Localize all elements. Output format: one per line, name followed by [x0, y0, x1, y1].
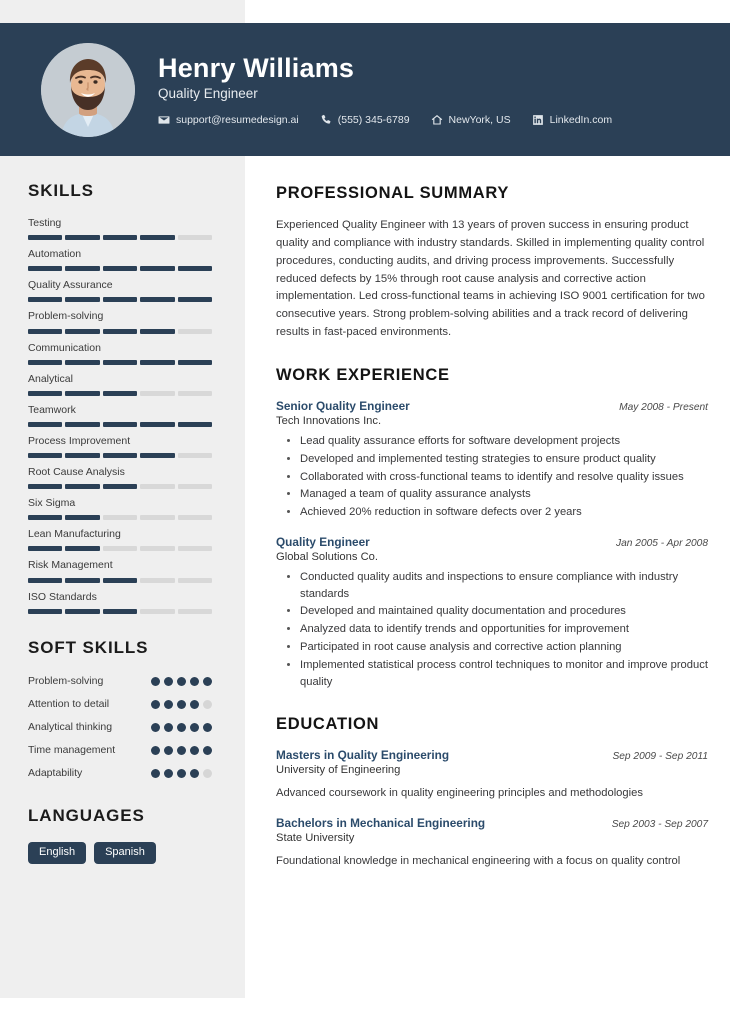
experience-bullet: • Lead quality assurance efforts for software development projects [300, 433, 708, 450]
skill-bar-segment [28, 484, 62, 489]
education-section [276, 715, 708, 870]
experience-bullet: • Conducted quality audits and inspections to ensure compliance with industry standards [300, 569, 708, 603]
skill-bar-segment [178, 453, 212, 458]
skill-bar-segment [65, 266, 99, 271]
skill-bar-segment [28, 578, 62, 583]
experience-job-title: Quality Engineer [276, 534, 370, 549]
skill-bar-segment [103, 266, 137, 271]
rating-dot [164, 723, 173, 732]
skill-bar-segment [140, 235, 174, 240]
skill-bar-segment [28, 266, 62, 271]
languages-list [28, 842, 212, 864]
experience-heading: WORK EXPERIENCE [276, 365, 450, 384]
rating-dot [190, 677, 199, 686]
skill-bar-segment [103, 360, 137, 365]
skill-bar-segment [28, 422, 62, 427]
phone-icon [320, 114, 332, 126]
education-list [276, 748, 708, 870]
skill-item [28, 342, 212, 365]
rating-dot [203, 677, 212, 686]
skill-bar-segment [103, 235, 137, 240]
skill-label: Automation [28, 248, 82, 261]
experience-bullet: • Collaborated with cross-functional teams to identify and resolve quality issues [300, 469, 708, 486]
soft-skill-item [28, 743, 212, 757]
skill-level-bar [28, 609, 212, 614]
rating-dot [151, 700, 160, 709]
experience-entry [276, 399, 708, 521]
experience-date-range: May 2008 - Present [619, 401, 708, 413]
skill-level-bar [28, 329, 212, 334]
skill-item [28, 248, 212, 271]
experience-list [276, 399, 708, 691]
skill-bar-segment [140, 422, 174, 427]
rating-dot [151, 769, 160, 778]
rating-dot [151, 677, 160, 686]
rating-dot [190, 769, 199, 778]
experience-bullet-list [276, 433, 708, 521]
experience-bullet-list [276, 569, 708, 691]
skill-level-bar [28, 235, 212, 240]
skill-level-bar [28, 422, 212, 427]
skill-bar-segment [65, 578, 99, 583]
experience-section [276, 366, 708, 691]
skill-bar-segment [140, 546, 174, 551]
languages-heading: LANGUAGES [28, 806, 145, 826]
experience-entry-header [276, 535, 708, 549]
rating-dot [164, 677, 173, 686]
skill-bar-segment [28, 453, 62, 458]
skill-bar-segment [28, 391, 62, 396]
experience-bullet: • Developed and implemented testing strategies to ensure product quality [300, 451, 708, 468]
contact-phone[interactable] [320, 114, 410, 126]
contact-list [158, 114, 612, 126]
skill-bar-segment [178, 266, 212, 271]
education-entry-header [276, 748, 708, 762]
skill-item [28, 591, 212, 614]
soft-skills-list [28, 674, 212, 781]
skill-bar-segment [103, 453, 137, 458]
skill-label: Root Cause Analysis [28, 466, 125, 478]
skill-item [28, 310, 212, 333]
skill-label: Problem-solving [28, 310, 104, 323]
skill-bar-segment [28, 609, 62, 614]
soft-skills-heading: SOFT SKILLS [28, 637, 149, 657]
skill-item [28, 373, 212, 396]
skill-bar-segment [140, 609, 174, 614]
skill-level-bar [28, 453, 212, 458]
skill-bar-segment [28, 360, 62, 365]
skill-item [28, 497, 212, 520]
skill-bar-segment [178, 422, 212, 427]
main-content [276, 156, 708, 870]
avatar [41, 43, 135, 137]
skill-label: Process Improvement [28, 434, 131, 447]
skill-item [28, 466, 212, 489]
experience-company: Tech Innovations Inc. [276, 414, 382, 427]
skill-item [28, 217, 212, 240]
soft-skill-rating [151, 720, 212, 732]
contact-linkedin-text: LinkedIn.com [549, 114, 613, 127]
skill-item [28, 435, 212, 458]
rating-dot [203, 746, 212, 755]
skill-item [28, 528, 212, 551]
skills-list [28, 217, 212, 614]
soft-skill-item [28, 720, 212, 734]
skill-bar-segment [140, 360, 174, 365]
rating-dot [151, 723, 160, 732]
skill-bar-segment [65, 391, 99, 396]
education-heading: EDUCATION [276, 715, 380, 734]
skill-bar-segment [103, 297, 137, 302]
skill-bar-segment [28, 515, 62, 520]
skill-bar-segment [140, 453, 174, 458]
experience-bullet: • Developed and maintained quality documentation and procedures [300, 603, 708, 620]
skill-bar-segment [65, 297, 99, 302]
skill-bar-segment [65, 453, 99, 458]
soft-skill-item [28, 697, 212, 711]
rating-dot [151, 746, 160, 755]
skill-bar-segment [103, 391, 137, 396]
skill-label: Quality Assurance [28, 279, 113, 292]
contact-linkedin[interactable] [532, 114, 612, 126]
skill-bar-segment [28, 546, 62, 551]
skill-bar-segment [65, 235, 99, 240]
education-school: University of Engineering [276, 764, 401, 777]
skill-bar-segment [65, 329, 99, 334]
skill-bar-segment [178, 360, 212, 365]
skill-bar-segment [178, 391, 212, 396]
rating-dot [164, 746, 173, 755]
education-description: Foundational knowledge in mechanical engineering with a focus on quality control [276, 855, 681, 868]
education-entry-header [276, 816, 708, 830]
skill-bar-segment [178, 484, 212, 489]
skill-bar-segment [28, 235, 62, 240]
education-description: Advanced coursework in quality engineering principles and methodologies [276, 787, 643, 800]
skill-item [28, 404, 212, 427]
rating-dot [203, 723, 212, 732]
resume-header [0, 23, 730, 156]
languages-section [28, 806, 212, 864]
soft-skill-rating [151, 766, 212, 778]
experience-entry-header [276, 399, 708, 413]
skill-bar-segment [28, 297, 62, 302]
education-entry [276, 748, 708, 802]
soft-skill-rating [151, 743, 212, 755]
education-entry [276, 816, 708, 870]
skill-bar-segment [140, 266, 174, 271]
skill-label: Teamwork [28, 403, 76, 416]
experience-bullet: • Managed a team of quality assurance analysts [300, 486, 708, 503]
rating-dot [177, 769, 186, 778]
experience-date-range: Jan 2005 - Apr 2008 [616, 537, 708, 549]
skill-bar-segment [65, 515, 99, 520]
skill-label: ISO Standards [28, 590, 97, 603]
soft-skill-item [28, 674, 212, 688]
education-school: State University [276, 832, 355, 845]
skill-bar-segment [103, 578, 137, 583]
skill-level-bar [28, 297, 212, 302]
skill-label: Analytical [28, 372, 73, 385]
skill-bar-segment [178, 329, 212, 334]
soft-skill-label: Attention to detail [28, 697, 110, 710]
soft-skill-rating [151, 674, 212, 686]
rating-dot [164, 769, 173, 778]
skill-item [28, 279, 212, 302]
soft-skill-label: Analytical thinking [28, 720, 113, 733]
rating-dot [203, 700, 212, 709]
skill-bar-segment [28, 329, 62, 334]
skill-bar-segment [65, 609, 99, 614]
summary-heading: PROFESSIONAL SUMMARY [276, 184, 510, 202]
skill-bar-segment [178, 546, 212, 551]
soft-skill-label: Problem-solving [28, 674, 104, 687]
skill-bar-segment [65, 546, 99, 551]
experience-job-title: Senior Quality Engineer [276, 398, 410, 413]
skill-bar-segment [103, 484, 137, 489]
envelope-icon [158, 114, 170, 126]
contact-location[interactable] [431, 114, 511, 126]
soft-skill-rating [151, 697, 212, 709]
job-role: Quality Engineer [158, 86, 258, 102]
skill-level-bar [28, 578, 212, 583]
skill-level-bar [28, 266, 212, 271]
skill-level-bar [28, 391, 212, 396]
skill-label: Communication [28, 341, 101, 354]
experience-bullet: • Achieved 20% reduction in software defects over 2 years [300, 504, 708, 521]
experience-company: Global Solutions Co. [276, 550, 378, 563]
home-icon [431, 114, 443, 126]
education-date-range: Sep 2009 - Sep 2011 [612, 751, 708, 763]
contact-email[interactable] [158, 114, 299, 126]
skill-bar-segment [178, 297, 212, 302]
skill-bar-segment [65, 422, 99, 427]
skill-bar-segment [65, 360, 99, 365]
rating-dot [203, 769, 212, 778]
sidebar [0, 156, 245, 864]
header-text-block [158, 53, 612, 126]
rating-dot [177, 723, 186, 732]
skill-item [28, 559, 212, 582]
skill-bar-segment [140, 391, 174, 396]
experience-bullet: • Implemented statistical process control techniques to monitor and improve product quality [300, 657, 708, 691]
skill-bar-segment [140, 297, 174, 302]
skill-bar-segment [65, 484, 99, 489]
skill-bar-segment [140, 484, 174, 489]
skill-bar-segment [140, 515, 174, 520]
skills-heading: SKILLS [28, 181, 94, 200]
rating-dot [190, 723, 199, 732]
rating-dot [177, 700, 186, 709]
skill-level-bar [28, 515, 212, 520]
rating-dot [177, 746, 186, 755]
skill-bar-segment [140, 578, 174, 583]
experience-bullet: • Analyzed data to identify trends and opportunities for improvement [300, 621, 708, 638]
contact-phone-text: (555) 345-6789 [337, 114, 410, 127]
linkedin-icon [532, 114, 544, 126]
rating-dot [190, 746, 199, 755]
skill-label: Lean Manufacturing [28, 528, 121, 541]
skill-bar-segment [103, 422, 137, 427]
skill-level-bar [28, 484, 212, 489]
skill-bar-segment [178, 515, 212, 520]
soft-skill-item [28, 766, 212, 780]
skill-level-bar [28, 546, 212, 551]
rating-dot [177, 677, 186, 686]
skill-bar-segment [140, 329, 174, 334]
soft-skills-section [28, 638, 212, 781]
skill-bar-segment [103, 329, 137, 334]
full-name: Henry Williams [158, 52, 355, 83]
skill-bar-segment [103, 546, 137, 551]
education-degree: Masters in Quality Engineering [276, 748, 450, 763]
education-date-range: Sep 2003 - Sep 2007 [611, 819, 708, 831]
skill-bar-segment [178, 609, 212, 614]
skill-bar-segment [178, 235, 212, 240]
skill-label: Risk Management [28, 559, 113, 572]
soft-skill-label: Time management [28, 744, 116, 757]
contact-email-text: support@resumedesign.ai [176, 114, 299, 127]
rating-dot [190, 700, 199, 709]
skill-label: Six Sigma [28, 497, 76, 510]
experience-entry [276, 535, 708, 691]
rating-dot [164, 700, 173, 709]
skill-bar-segment [103, 515, 137, 520]
experience-bullet: • Participated in root cause analysis and corrective action planning [300, 639, 708, 656]
summary-text: Experienced Quality Engineer with 13 years of proven success in ensuring product quality and compliance with industry standards. Skilled in implementing quality control procedures, conducting audits, and driving process improvements. Successfully reduced defects by 15% through root cause analysis and corrective action implementation. Led cross-functional teams in achieving ISO 9001 certification for two consecutive years. Strong problem-solving abilities and a track record of delivering results in fast-paced environments. [276, 219, 705, 339]
skill-level-bar [28, 360, 212, 365]
skill-label: Testing [28, 217, 62, 229]
education-degree: Bachelors in Mechanical Engineering [276, 816, 486, 831]
skill-bar-segment [178, 578, 212, 583]
summary-section [276, 184, 708, 342]
language-chip: English [28, 842, 86, 864]
language-chip: Spanish [94, 842, 156, 864]
contact-location-text: NewYork, US [448, 114, 511, 127]
skill-bar-segment [103, 609, 137, 614]
soft-skill-label: Adaptability [28, 767, 83, 780]
